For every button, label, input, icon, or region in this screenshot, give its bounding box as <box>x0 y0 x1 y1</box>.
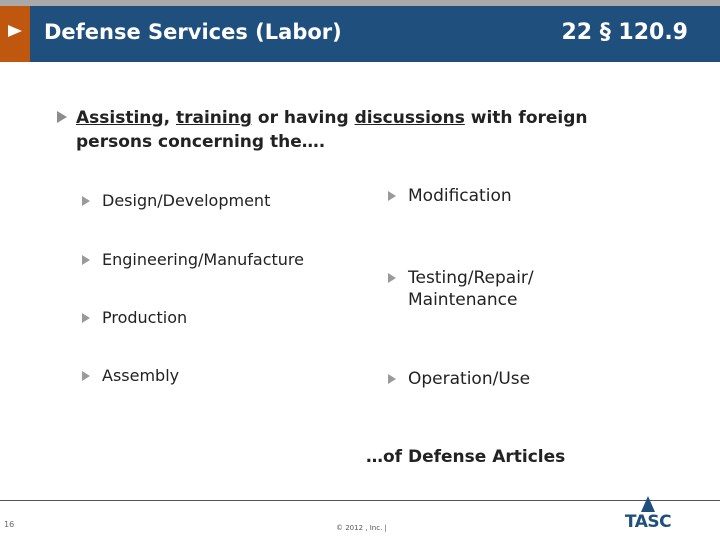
bullet-triangle-icon <box>82 313 90 323</box>
bullet-triangle-icon <box>82 196 90 206</box>
list-item-label: Production <box>102 308 188 327</box>
list-item <box>82 365 179 387</box>
page-number: 16 <box>4 520 15 529</box>
closing-statement: …of Defense Articles <box>366 447 566 467</box>
connector-text: or having <box>251 108 355 128</box>
bullet-triangle-icon <box>57 111 67 123</box>
logo-mark-icon <box>641 496 655 512</box>
play-arrow-icon <box>8 25 22 37</box>
bullet-triangle-icon <box>388 273 396 283</box>
list-item-label-continued: Maintenance <box>408 290 518 310</box>
bullet-triangle-icon <box>388 374 396 384</box>
slide-header <box>0 6 720 62</box>
list-item-label: Design/Development <box>102 191 271 210</box>
regulation-citation: 22 § 120.9 <box>561 20 688 45</box>
term-discussions: discussions <box>354 108 465 128</box>
logo-text: TASC <box>624 512 672 532</box>
term-assisting: Assisting <box>76 108 164 128</box>
separator: , <box>163 108 176 128</box>
slide-title: Defense Services (Labor) <box>44 20 342 44</box>
list-item <box>82 307 187 329</box>
company-logo <box>622 496 674 536</box>
bullet-triangle-icon <box>82 255 90 265</box>
list-item-label: Engineering/Manufacture <box>102 250 304 269</box>
list-item <box>82 190 270 212</box>
bullet-triangle-icon <box>82 371 90 381</box>
footer-divider <box>0 500 720 501</box>
copyright-text: © 2012 , Inc. | <box>336 524 387 532</box>
list-item <box>388 368 530 390</box>
term-training: training <box>175 108 252 128</box>
main-bullet <box>60 106 620 154</box>
list-item-label: Modification <box>408 186 512 206</box>
list-item <box>82 249 304 271</box>
main-bullet-text <box>60 106 620 154</box>
header-accent <box>0 6 30 62</box>
bullet-triangle-icon <box>388 191 396 201</box>
list-item-label: Assembly <box>102 366 180 385</box>
remaining-text: with foreign persons concerning the…. <box>76 108 588 152</box>
list-item <box>388 267 534 311</box>
list-item <box>388 185 512 207</box>
list-item-label: Testing/Repair/ <box>408 268 534 288</box>
list-item-label: Operation/Use <box>408 369 531 389</box>
